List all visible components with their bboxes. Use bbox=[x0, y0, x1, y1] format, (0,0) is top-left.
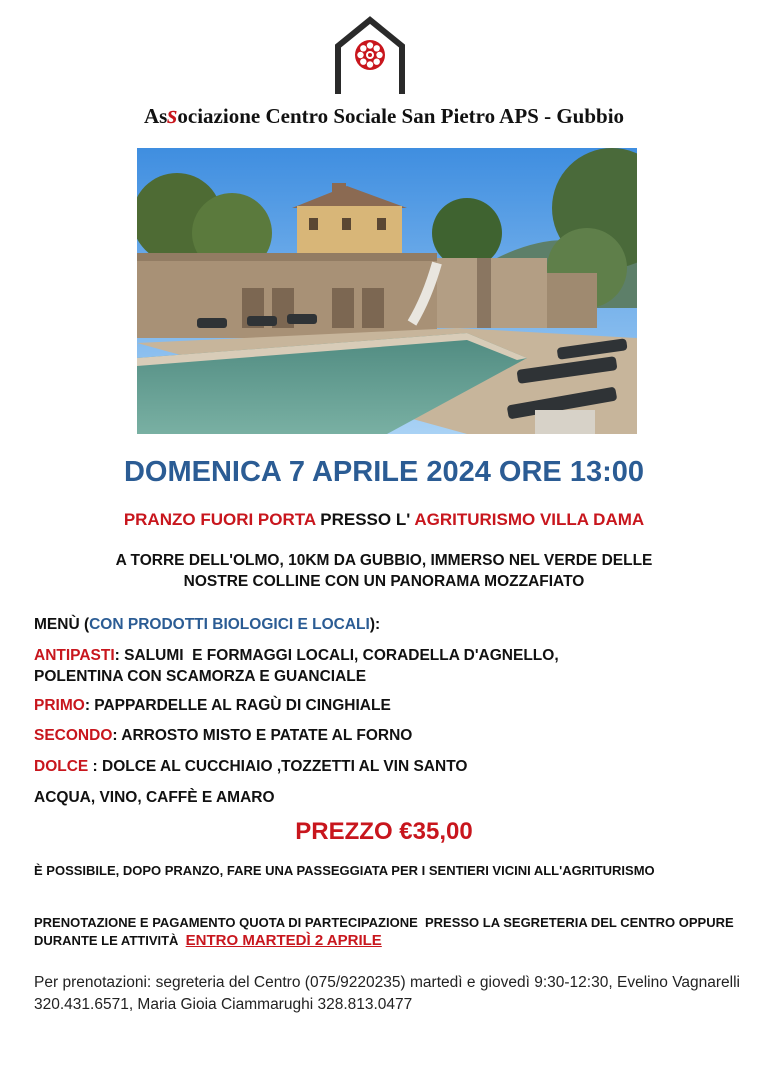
menu-item-text: : SALUMI E FORMAGGI LOCALI, CORADELLA D'AGNELLO, bbox=[114, 647, 559, 664]
booking-text: PRENOTAZIONE E PAGAMENTO QUOTA DI PARTECIPAZIONE PRESSO LA SEGRETERIA DEL CENTRO OPPURE DURANTE LE ATTIVITÀ bbox=[34, 915, 738, 948]
organization-name bbox=[0, 100, 768, 130]
menu-item-text: : ARROSTO MISTO E PATATE AL FORNO bbox=[112, 727, 413, 744]
event-date-heading: DOMENICA 7 APRILE 2024 ORE 13:00 bbox=[123, 456, 645, 488]
lunch-presso: PRESSO L' bbox=[315, 510, 415, 529]
price: PREZZO €35,00 bbox=[295, 818, 473, 845]
location-line-2: NOSTRE COLLINE CON UN PANORAMA MOZZAFIATO bbox=[183, 573, 585, 590]
menu-item-text-2: POLENTINA CON SCAMORZA E GUANCIALE bbox=[34, 668, 367, 685]
location-line-1: A TORRE DELL'OLMO, 10KM DA GUBBIO, IMMERSO NEL VERDE DELLE bbox=[115, 552, 653, 569]
agriturismo-pool-photo bbox=[137, 148, 637, 434]
menu-item-dolce bbox=[34, 756, 734, 777]
menu-drinks: ACQUA, VINO, CAFFÈ E AMARO bbox=[34, 789, 275, 806]
menu-title-note: CON PRODOTTI BIOLOGICI E LOCALI bbox=[89, 616, 370, 633]
org-rest: ociazione Centro Sociale San Pietro APS - Gubbio bbox=[177, 104, 625, 128]
walk-note: È POSSIBILE, DOPO PRANZO, FARE UNA PASSEGGIATA PER I SENTIERI VICINI ALL'AGRITURISMO bbox=[34, 863, 655, 878]
menu-title-label: MENÙ ( bbox=[34, 616, 90, 633]
menu-item-primo bbox=[34, 695, 734, 716]
location-description bbox=[60, 550, 708, 592]
menu-item-text: : DOLCE AL CUCCHIAIO ,TOZZETTI AL VIN SANTO bbox=[88, 758, 468, 775]
menu-title-end: ): bbox=[369, 616, 381, 633]
menu-item-antipasti bbox=[34, 645, 734, 687]
menu-item-label: PRIMO bbox=[34, 697, 85, 714]
contacts-info: Per prenotazioni: segreteria del Centro (075/9220235) martedì e giovedì 9:30-12:30, Evelino Vagnarelli 320.431.6571, Maria Gioia Ciammarughi 328.813.0477 bbox=[34, 974, 740, 1013]
menu-item-text: : PAPPARDELLE AL RAGÙ DI CINGHIALE bbox=[84, 697, 391, 714]
org-letter-s: s bbox=[167, 100, 178, 129]
booking-info bbox=[34, 914, 740, 950]
menu-item-label: SECONDO bbox=[34, 727, 113, 744]
agriturismo-name: AGRITURISMO VILLA DAMA bbox=[414, 510, 645, 529]
org-prefix: As bbox=[143, 104, 168, 128]
booking-deadline: ENTRO MARTEDÌ 2 APRILE bbox=[185, 932, 382, 949]
menu-item-secondo bbox=[34, 725, 734, 746]
lunch-line bbox=[0, 510, 768, 530]
menu-title bbox=[34, 614, 734, 635]
house-flower-logo-icon bbox=[334, 16, 406, 96]
lunch-title: PRANZO FUORI PORTA bbox=[123, 510, 316, 529]
menu-item-label: DOLCE bbox=[34, 758, 89, 775]
menu-item-label: ANTIPASTI bbox=[34, 647, 115, 664]
